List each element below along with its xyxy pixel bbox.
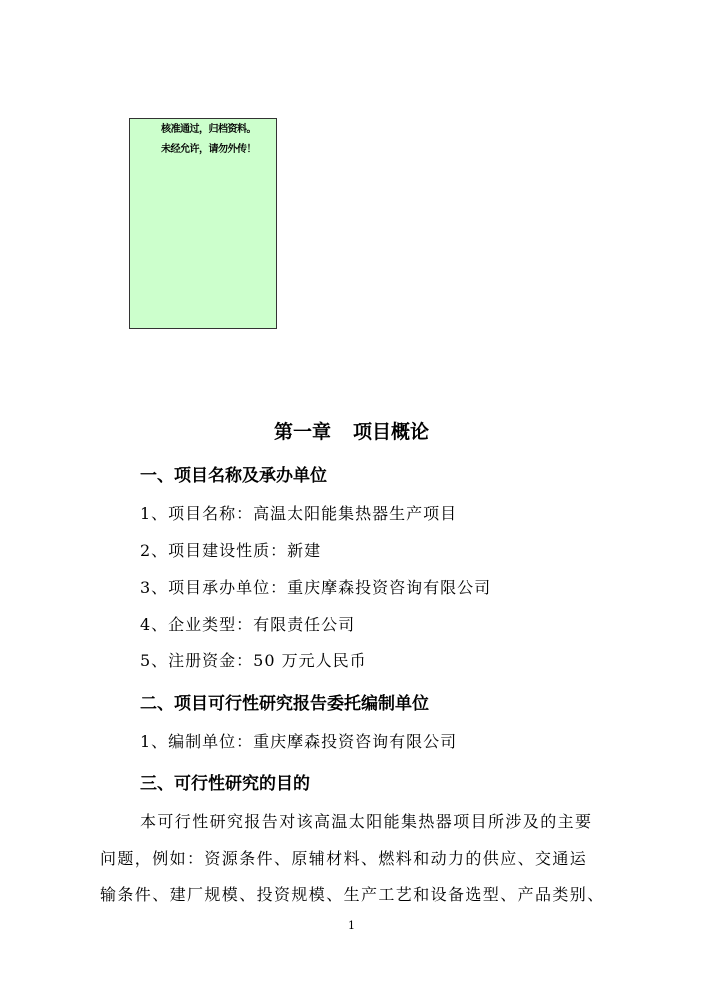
page-number: 1 [348,919,355,932]
section1-item-4: 4、企业类型：有限责任公司 [140,615,356,634]
section-heading-2: 二、项目可行性研究报告委托编制单位 [140,694,429,714]
stamp-text-line-1: 核准通过，归档资料。 [161,124,256,135]
section1-item-1: 1、项目名称：高温太阳能集热器生产项目 [140,504,458,523]
section-heading-3: 三、可行性研究的目的 [140,774,310,794]
approval-stamp-box [129,118,277,329]
chapter-number: 第一章 [273,421,331,443]
section1-item-5: 5、注册资金：50 万元人民币 [140,651,367,670]
paragraph-line-2: 问题，例如：资源条件、原辅材料、燃料和动力的供应、交通运 [100,849,588,868]
paragraph-line-3: 输条件、建厂规模、投资规模、生产工艺和设备选型、产品类别、 [100,885,605,904]
section1-item-2: 2、项目建设性质：新建 [140,541,322,560]
section-heading-1: 一、项目名称及承办单位 [140,466,327,486]
stamp-text-line-2: 未经允许，请勿外传！ [161,144,256,155]
chapter-name: 项目概论 [353,421,430,443]
section1-item-3: 3、项目承办单位：重庆摩森投资咨询有限公司 [140,578,492,597]
chapter-title [0,420,703,444]
paragraph-line-1: 本可行性研究报告对该高温太阳能集热器项目所涉及的主要 [140,812,593,831]
section2-item-1: 1、编制单位：重庆摩森投资咨询有限公司 [140,732,458,751]
